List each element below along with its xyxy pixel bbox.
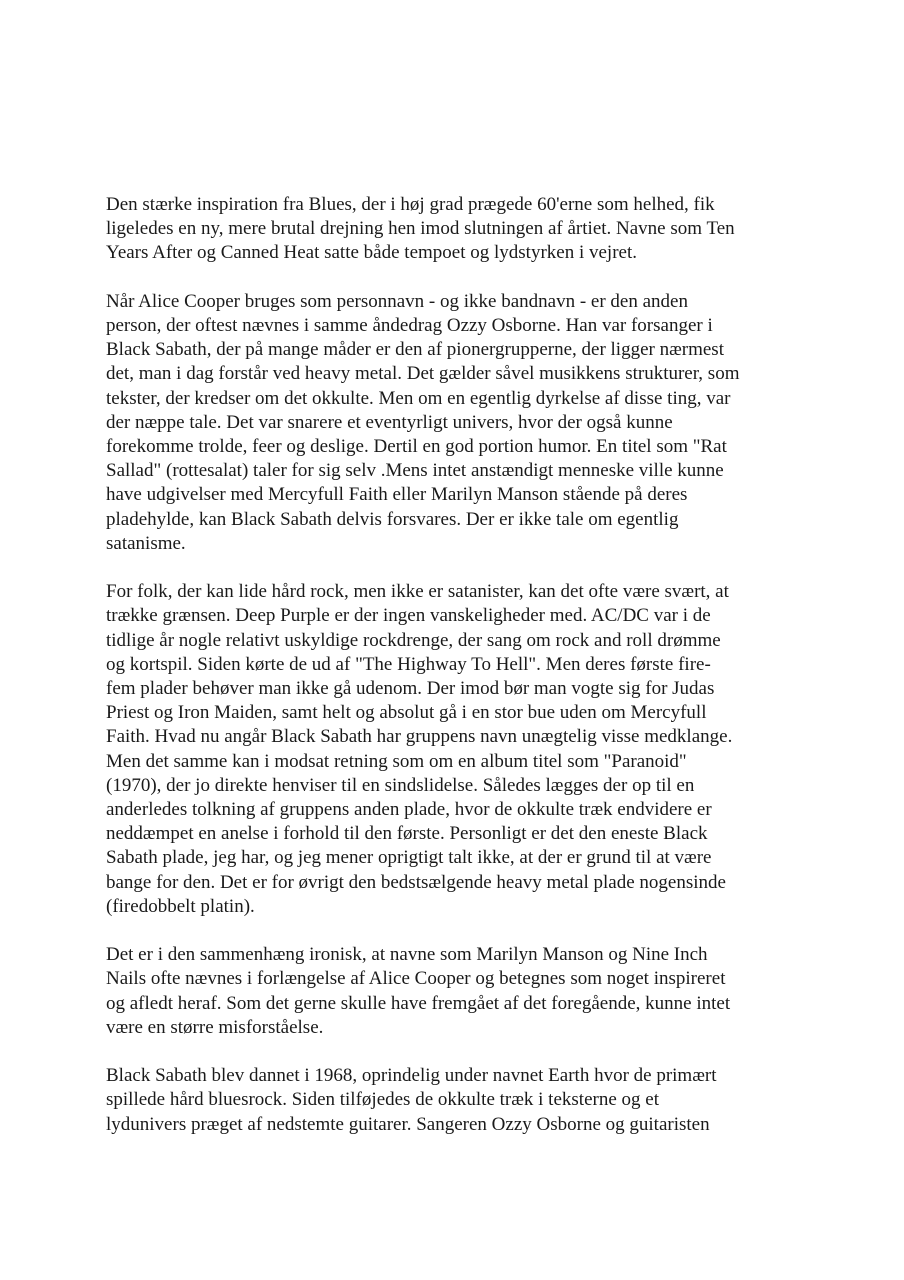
text-line: tidlige år nogle relativt uskyldige rockdrenge, der sang om rock and roll drømme — [106, 629, 721, 651]
text-line: neddæmpet en anelse i forhold til den første. Personligt er det den eneste Black — [106, 823, 708, 845]
text-line: have udgivelser med Mercyfull Faith eller Marilyn Manson stående på deres — [106, 484, 688, 506]
text-line: Når Alice Cooper bruges som personnavn - og ikke bandnavn - er den anden — [106, 290, 688, 312]
text-line: bange for den. Det er for øvrigt den bedstsælgende heavy metal plade nogensinde — [106, 871, 726, 893]
text-line: det, man i dag forstår ved heavy metal. Det gælder såvel musikkens strukturer, som — [106, 363, 740, 385]
text-line: (firedobbelt platin). — [106, 895, 255, 917]
text-line: Nails ofte nævnes i forlængelse af Alice Cooper og betegnes som noget inspireret — [106, 968, 726, 990]
text-line: Black Sabath blev dannet i 1968, oprindelig under navnet Earth hvor de primært — [106, 1065, 717, 1087]
text-line: fem plader behøver man ikke gå udenom. Der imod bør man vogte sig for Judas — [106, 678, 715, 700]
document-page — [106, 193, 826, 1161]
paragraph-black-sabath-origins — [106, 1064, 826, 1137]
text-line: pladehylde, kan Black Sabath delvis forsvares. Der er ikke tale om egentlig — [106, 508, 679, 530]
paragraph-hard-rock-boundaries — [106, 580, 826, 919]
text-line: og kortspil. Siden kørte de ud af "The Highway To Hell". Men deres første fire- — [106, 653, 711, 675]
text-line: trække grænsen. Deep Purple er der ingen vanskeligheder med. AC/DC var i de — [106, 605, 711, 627]
text-line: Years After og Canned Heat satte både tempoet og lydstyrken i vejret. — [106, 242, 637, 264]
text-line: forekomme trolde, feer og deslige. Dertil en god portion humor. En titel som "Rat — [106, 436, 727, 458]
text-line: der næppe tale. Det var snarere et eventyrligt univers, hvor der også kunne — [106, 411, 673, 433]
text-line: satanisme. — [106, 532, 186, 554]
text-line: Sabath plade, jeg har, og jeg mener oprigtigt talt ikke, at der er grund til at være — [106, 847, 712, 869]
text-line: og afledt heraf. Som det gerne skulle have fremgået af det foregående, kunne intet — [106, 992, 731, 1014]
paragraph-manson-irony — [106, 943, 826, 1040]
text-line: Men det samme kan i modsat retning som om en album titel som "Paranoid" — [106, 750, 687, 772]
text-line: spillede hård bluesrock. Siden tilføjedes de okkulte træk i teksterne og et — [106, 1089, 659, 1111]
text-line: For folk, der kan lide hård rock, men ikke er satanister, kan det ofte være svært, at — [106, 581, 729, 603]
text-line: anderledes tolkning af gruppens anden plade, hvor de okkulte træk endvidere er — [106, 799, 712, 821]
text-line: Priest og Iron Maiden, samt helt og absolut gå i en stor bue uden om Mercyfull — [106, 702, 707, 724]
text-line: lydunivers præget af nedstemte guitarer. Sangeren Ozzy Osborne og guitaristen — [106, 1113, 710, 1135]
paragraph-blues-inspiration — [106, 193, 826, 266]
text-line: Det er i den sammenhæng ironisk, at navne som Marilyn Manson og Nine Inch — [106, 944, 708, 966]
paragraph-alice-cooper-ozzy — [106, 290, 826, 556]
text-line: Black Sabath, der på mange måder er den af pionergrupperne, der ligger nærmest — [106, 339, 724, 361]
text-line: Faith. Hvad nu angår Black Sabath har gruppens navn unægtelig visse medklange. — [106, 726, 733, 748]
text-line: ligeledes en ny, mere brutal drejning hen imod slutningen af årtiet. Navne som Ten — [106, 218, 735, 240]
text-line: være en større misforståelse. — [106, 1016, 324, 1038]
text-line: Sallad" (rottesalat) taler for sig selv .Mens intet anstændigt menneske ville kunne — [106, 460, 724, 482]
text-line: person, der oftest nævnes i samme åndedrag Ozzy Osborne. Han var forsanger i — [106, 315, 713, 336]
text-line: (1970), der jo direkte henviser til en sindslidelse. Således lægges der op til en — [106, 774, 695, 796]
text-line: Den stærke inspiration fra Blues, der i høj grad prægede 60'erne som helhed, fik — [106, 194, 715, 215]
text-line: tekster, der kredser om det okkulte. Men om en egentlig dyrkelse af disse ting, var — [106, 387, 731, 409]
